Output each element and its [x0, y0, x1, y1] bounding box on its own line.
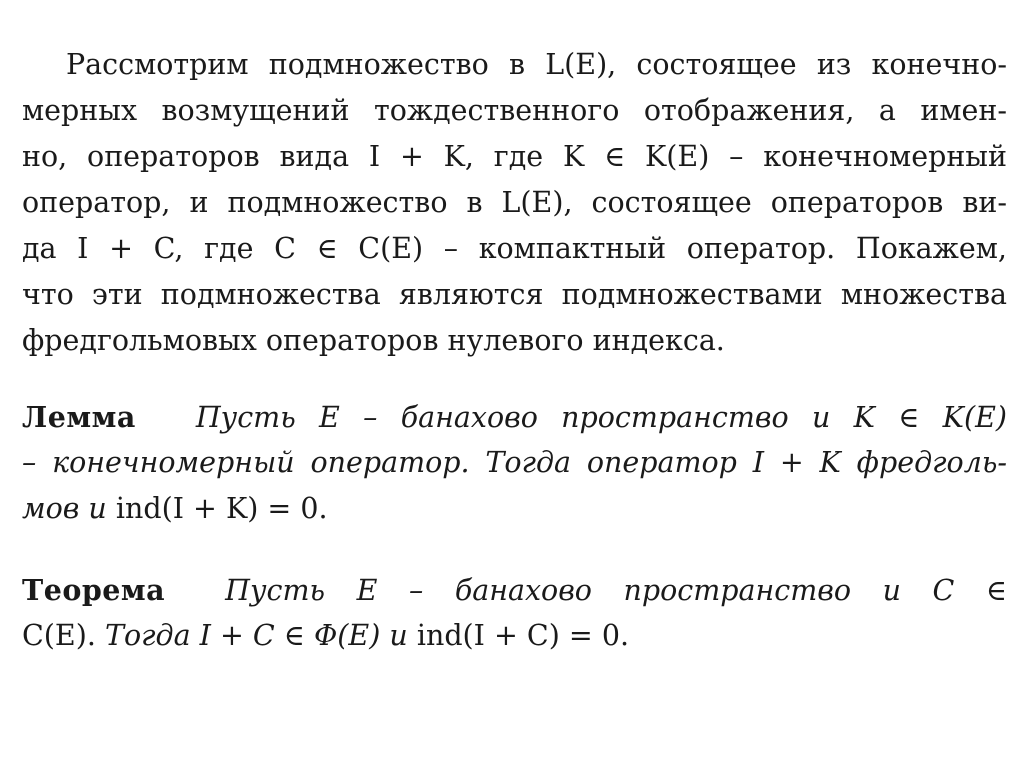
lemma-text-1: Пусть E – банахово пространство и K ∈ K(E)	[195, 401, 1007, 434]
lemma-line-3	[22, 486, 1007, 532]
lemma-line-2: – конечномерный оператор. Тогда оператор I + K фредголь-	[22, 446, 1007, 479]
theorem-text-1: Пусть E – банахово пространство и C ∈	[225, 574, 1007, 607]
lemma-formula: ind(I + K) = 0.	[115, 492, 328, 525]
intro-line-5: да I + C, где C ∈ C(E) – компактный оператор. Покажем,	[22, 232, 1007, 265]
theorem-formula-c: ind(I + C) = 0.	[416, 619, 630, 652]
theorem-line-1	[22, 567, 1007, 614]
intro-line-3: но, операторов вида I + K, где K ∈ K(E) – конечномерный	[22, 140, 1007, 173]
theorem-text-2: Тогда I + C ∈ Φ(E) и	[104, 619, 408, 652]
lemma-line-1	[22, 394, 1007, 441]
intro-line-1: Рассмотрим подмножество в L(E), состоящее из конечно-	[66, 48, 1007, 81]
theorem-line-2	[22, 613, 1007, 659]
theorem-formula-a: C(E).	[22, 619, 96, 652]
intro-line-6: что эти подмножества являются подмножествами множества	[22, 278, 1007, 311]
lemma-text-3: мов и	[22, 492, 107, 525]
intro-line-4: оператор, и подмножество в L(E), состоящее операторов ви-	[22, 186, 1007, 219]
intro-line-2: мерных возмущений тождественного отображения, а имен-	[22, 94, 1007, 127]
theorem-heading: Теорема	[22, 573, 166, 607]
intro-line-7: фредгольмовых операторов нулевого индекса.	[22, 324, 725, 357]
lemma-heading: Лемма	[22, 400, 136, 434]
